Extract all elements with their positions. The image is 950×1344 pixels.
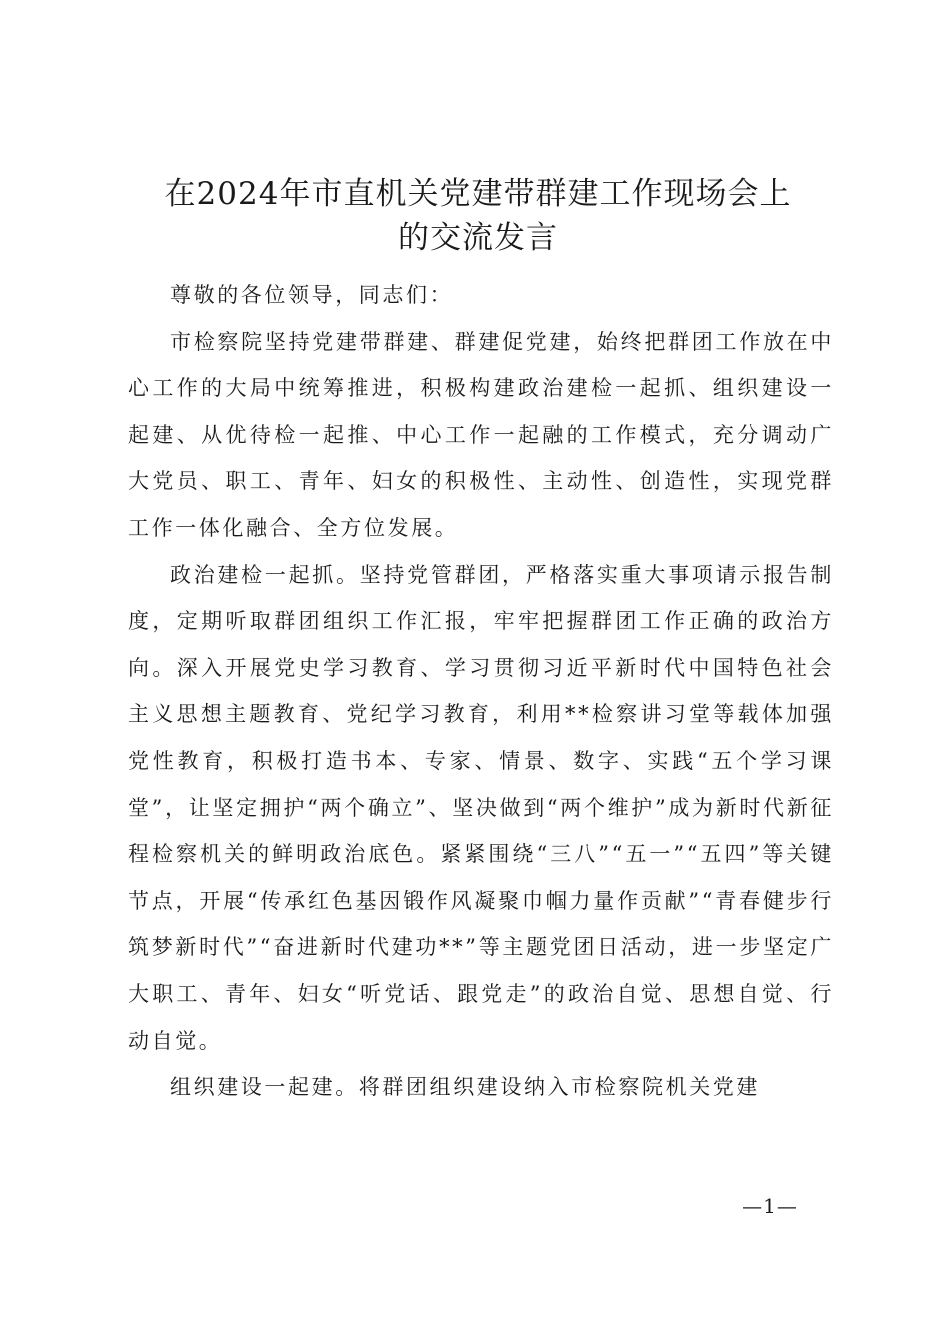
- paragraph-political: 政治建检一起抓。坚持党管群团，严格落实重大事项请示报告制度，定期听取群团组织工作汇报，牢牢把握群团工作正确的政治方向。深入开展党史学习教育、学习贯彻习近平新时代中国特色社会主义思想主题教育、党纪学习教育，利用**检察讲习堂等载体加强党性教育，积极打造书本、专家、情景、数字、实践“五个学习课堂”，让坚定拥护“两个确立”、坚决做到“两个维护”成为新时代新征程检察机关的鲜明政治底色。紧紧围绕“三八”“五一”“五四”等关键节点，开展“传承红色基因锻作风凝聚巾帼力量作贡献”“青春健步行筑梦新时代”“奋进新时代建功**”等主题党团日活动，进一步坚定广大职工、青年、妇女“听党话、跟党走”的政治自觉、思想自觉、行动自觉。: [128, 562, 834, 1053]
- paragraph-organization: 组织建设一起建。将群团组织建设纳入市检察院机关党建: [170, 1075, 760, 1100]
- salutation: 尊敬的各位领导，同志们：: [170, 283, 454, 307]
- paragraph-intro: 市检察院坚持党建带群建、群建促党建，始终把群团工作放在中心工作的大局中统筹推进，积极构建政治建检一起抓、组织建设一起建、从优待检一起推、中心工作一起融的工作模式，充分调动广大党员、职工、青年、妇女的积极性、主动性、创造性，实现党群工作一体化融合、全方位发展。: [128, 329, 834, 540]
- document-title: [128, 172, 828, 260]
- title-line-1: 在2024年市直机关党建带群建工作现场会上: [164, 176, 792, 212]
- page-number: —1—: [742, 1194, 798, 1218]
- document-body: [128, 272, 834, 1111]
- title-line-2: 的交流发言: [398, 220, 558, 256]
